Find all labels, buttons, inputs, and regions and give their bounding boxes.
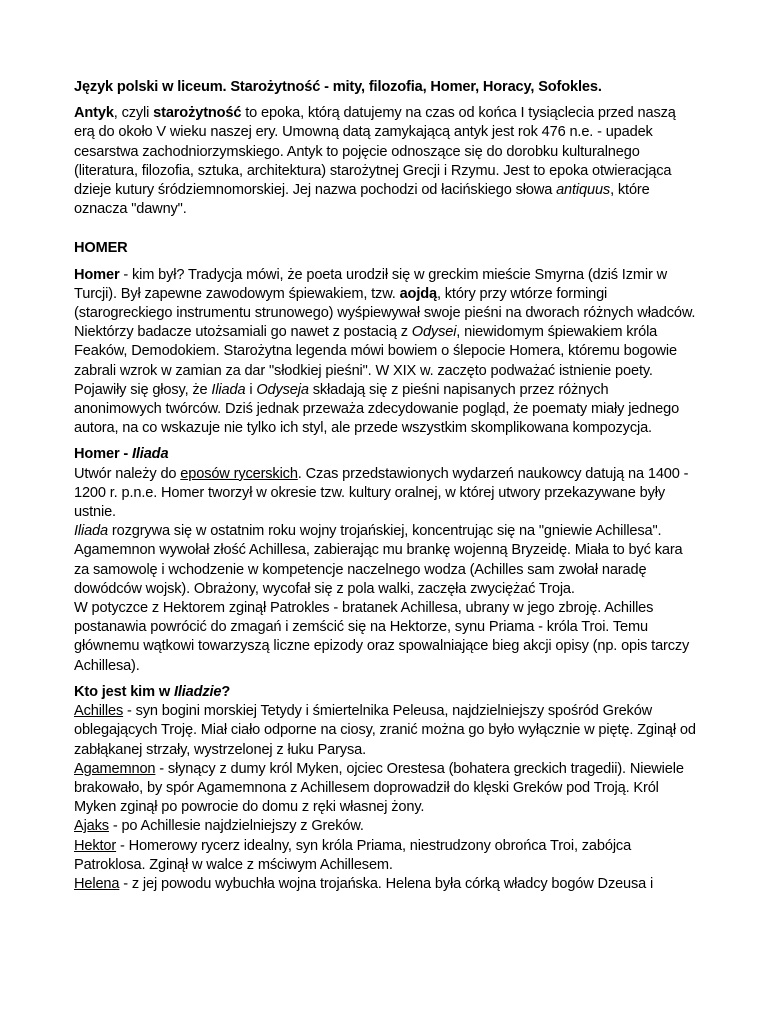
character-desc-helena: - z jej powodu wybuchła wojna trojańska. Helena była córką władcy bogów Dzeusa i	[119, 875, 654, 892]
character-desc-agamemnon: - słynący z dumy król Myken, ojciec Orestesa (bohatera greckich tragedii). Niewiele brakowało, by spór Agamemnona z Achillesem doprowadził do klęski Greków pod Troją. Król Myken zginął po powrocie do domu z ręki własnej żony.	[74, 760, 684, 816]
homer-bold-term: aojdą	[399, 285, 437, 302]
homer-text-3: , niewidomym śpiewakiem króla Feaków, Demodokiem. Starożytna legenda mówi bowiem o ślepocie Homera, któremu bogowie zabrali wzrok w zamian za dar "słodkiej pieśni". W XIX w. zaczęto podważać istnienie poety. Pojawiły się głosy, że	[74, 324, 677, 398]
intro-text-2: to epoka, którą datujemy na czas od końca I tysiąclecia przed naszą erą do około V wieku naszej ery. Umowną datą zamykającą antyk jest rok 476 n.e. - upadek cesarstwa zachodniorzymskiego. Antyk to pojęcie odnoszące się do dorobku kulturalnego (literatura, filozofia, sztuka, architektura) starożytnej Grecji i Rzymu. Jest to epoka otwieracjąca dzieje kutury śródziemnomorskiej. Jej nazwa pochodzi od łacińskiego słowa	[74, 105, 676, 199]
homer-paragraph	[74, 266, 698, 439]
document-title: Język polski w liceum. Starożytność - mity, filozofia, Homer, Horacy, Sofokles.	[74, 79, 602, 95]
character-name-hektor[interactable]: Hektor	[74, 837, 117, 854]
intro-lead-word: Antyk	[74, 105, 114, 122]
eposy-rycerskie-link[interactable]: eposów rycerskich	[180, 465, 298, 482]
iliada-heading-italic: Iliada	[132, 446, 169, 463]
character-name-helena[interactable]: Helena	[74, 875, 120, 892]
iliada-paragraph-1	[74, 465, 698, 523]
characters-heading-suffix: ?	[221, 683, 231, 700]
homer-text-4: i	[245, 381, 257, 398]
character-name-achilles[interactable]: Achilles	[74, 703, 124, 720]
homer-heading: HOMER	[74, 240, 128, 257]
iliada-paragraph-3: W potyczce z Hektorem zginął Patrokles - bratanek Achillesa, ubrany w jego zbroję. Achilles postanawia powrócić do zmagań i zemścić się na Hektorze, synu Priama - króla Troi. Temu głównemu wątkowi towarzyszą liczne epizody oraz spowalniające bieg akcji opisy (np. opis tarczy Achillesa).	[74, 600, 690, 674]
iliada-p1-text-a: Utwór należy do	[74, 465, 181, 482]
homer-text-5: składają się z pieśni napisanych przez różnych anonimowych twórców. Dziś jednak przeważa zdecydowanie pogląd, że poematy miały jednego autora, na co wskazuje nie tylko ich styl, ale przede wszystkim skomplikowana kompozycja.	[74, 381, 680, 437]
homer-italic-iliada: Iliada	[211, 381, 246, 398]
characters-heading-italic: Iliadzie	[173, 683, 222, 700]
character-desc-ajaks: - po Achillesie najdzielniejszy z Greków.	[108, 818, 364, 835]
character-desc-achilles: - syn bogini morskiej Tetydy i śmiertelnika Peleusa, najdzielniejszy spośród Greków oblegających Troję. Miał ciało odporne na ciosy, zranić można go było wyłącznie w piętę. Zginął od zabłąkanej strzały, wystrzelonej z łuku Parysa.	[74, 703, 696, 758]
character-entry-ajaks	[74, 817, 698, 836]
iliada-p2-italic: Iliada	[74, 523, 108, 540]
intro-text-3: , które oznacza "dawny".	[74, 182, 650, 218]
iliada-paragraph-2	[74, 522, 698, 599]
character-name-ajaks[interactable]: Ajaks	[74, 818, 109, 835]
iliada-p1-text-b: . Czas przedstawionych wydarzeń naukowcy datują na 1400 - 1200 r. p.n.e. Homer tworzył w okresie tzw. kultury oralnej, w której utwory przekazywane były ustnie.	[74, 465, 689, 521]
character-desc-hektor: - Homerowy rycerz idealny, syn króla Priama, niestrudzony obrońca Troi, zabójca Patroklosa. Zginął w walce z mściwym Achillesem.	[74, 837, 632, 873]
homer-italic-odysei: Odysei	[411, 324, 457, 341]
homer-italic-odyseja: Odyseja	[256, 381, 309, 398]
character-entry-hektor	[74, 837, 698, 875]
homer-text-1: - kim był? Tradycja mówi, że poeta urodził się w greckim mieście Smyrna (dziś Izmir w Turcji). Był zapewne zawodowym śpiewakiem, tzw.	[74, 266, 667, 302]
iliada-p2-text: rozgrywa się w ostatnim roku wojny trojańskiej, koncentrując się na "gniewie Achillesa". Agamemnon wywołał złość Achillesa, zabierając mu brankę wojenną Bryzeidę. Miała to być kara za samowolę i wchodzenie w kompetencje naczelnego wodza (Achilles sam zwołał naradę dowódców wojsk). Obrażony, wycofał się z pola walki, zaczęła zwyciężać Troja.	[74, 523, 683, 597]
character-entry-helena	[74, 875, 698, 894]
intro-italic-word: antiquus	[556, 182, 611, 199]
iliada-heading	[74, 445, 698, 464]
intro-paragraph	[74, 104, 698, 219]
characters-heading	[74, 683, 698, 702]
document-page	[74, 78, 698, 894]
homer-lead-word: Homer	[74, 266, 120, 283]
homer-text-2: , który przy wtórze formingi (starogreckiego instrumentu strunowego) wyśpiewywał swoje pieśni na dworach różnych władców. Niektórzy badacze utożsamiali go nawet z postacią z	[74, 285, 696, 341]
character-entry-agamemnon	[74, 760, 698, 818]
intro-text-1: , czyli	[113, 105, 154, 122]
character-name-agamemnon[interactable]: Agamemnon	[74, 760, 156, 777]
character-entry-achilles	[74, 702, 698, 760]
characters-heading-prefix: Kto jest kim w	[74, 683, 174, 700]
intro-bold-term: starożytność	[153, 105, 242, 122]
iliada-heading-prefix: Homer -	[74, 446, 132, 463]
